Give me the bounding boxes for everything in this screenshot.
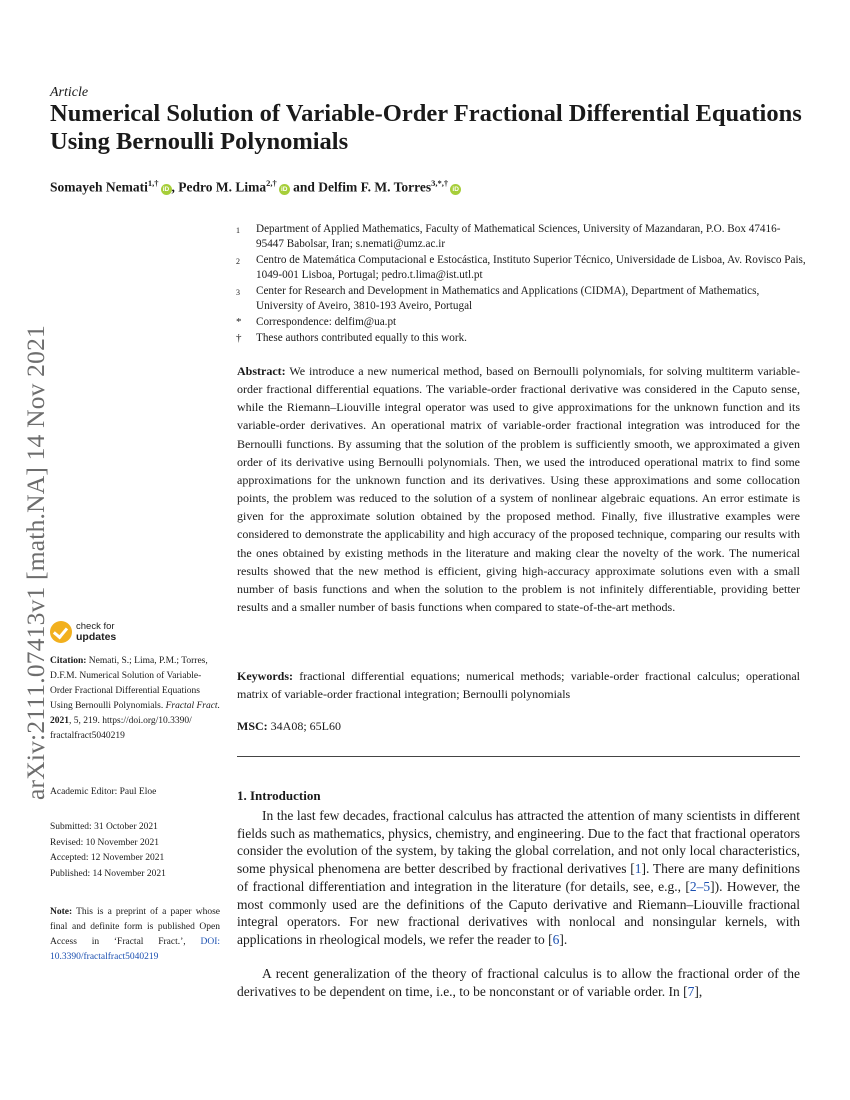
citation-details: , 5, 219. https://doi.org/10.3390/ fractalfract5040219	[50, 716, 192, 741]
author-name: Delfim F. M. Torres	[318, 179, 432, 195]
intro-text: ].	[559, 931, 568, 947]
intro-text: A recent generalization of the theory of fractional calculus is to allow the fractional order of the derivatives to be dependent on time, i.e., to be nonconstant or of variable order. In [	[237, 966, 800, 999]
publication-dates	[50, 820, 166, 882]
keywords-label: Keywords:	[237, 669, 293, 683]
doi-link[interactable]: DOI: 10.3390/fractalfract5040219	[50, 937, 220, 962]
affiliation-text: These authors contributed equally to this work.	[256, 332, 467, 344]
intro-text: ]. There are many definitions of fractional differentiation and integration in the literature (for details, see, e.g., [	[237, 861, 800, 894]
accepted-date: Accepted: 12 November 2021	[50, 853, 165, 863]
msc-codes	[237, 719, 341, 734]
affiliation-item	[236, 284, 806, 314]
affiliation-mark: 3	[236, 288, 240, 297]
citation-text: Nemati, S.; Lima, P.M.; Torres, D.F.M. Numerical Solution of Variable-Order Fractional Differential Equations Using Bernoulli Polynomials.	[50, 656, 208, 711]
check-updates-line2: updates	[76, 631, 117, 643]
intro-text: ]). However, the most commonly used are the definitions of the Caputo derivative and Riemann–Liouville fractional integral operators. For new fractional derivatives with nonlocal and nonsingular kernels, with applications in rheological models, we refer the reader to [	[237, 878, 801, 947]
msc-label: MSC:	[237, 719, 268, 733]
abstract	[237, 362, 800, 616]
author-affiliation-mark: 2,†	[266, 178, 277, 188]
citation-label: Citation:	[50, 656, 87, 666]
affiliation-item	[236, 315, 806, 330]
orcid-icon[interactable]: iD	[279, 184, 290, 195]
citation-journal: Fractal Fract.	[165, 701, 220, 711]
published-date: Published: 14 November 2021	[50, 868, 166, 879]
affiliation-text: Correspondence: delfim@ua.pt	[256, 316, 397, 328]
affiliation-item	[236, 331, 806, 346]
affiliation-mark: *	[236, 316, 242, 328]
checkmark-icon	[50, 621, 72, 643]
check-updates-line1: check for	[76, 621, 115, 632]
intro-text: In the last few decades, fractional calculus has attracted the attention of many scientists in different fields such as mathematics, physics, chemistry, and engineering. Due to the fact that fractional operators consider the evolution of the system, by taking the global correlation, and not only local characteristics, some physical phenomena are better described by fractional derivatives [	[237, 808, 800, 877]
orcid-icon[interactable]: iD	[161, 184, 172, 195]
affiliation-text: Center for Research and Development in Mathematics and Applications (CIDMA), Department of Mathematics, University of Aveiro, 3810-193 Aveiro, Portugal	[256, 285, 760, 312]
affiliation-mark: 2	[236, 257, 240, 266]
section-divider	[237, 756, 800, 757]
submitted-date: Submitted: 31 October 2021	[50, 822, 158, 832]
check-for-updates-badge[interactable]	[50, 617, 130, 647]
author-affiliation-mark: 1,†	[147, 178, 159, 188]
affiliation-item	[236, 222, 806, 252]
note-label: Note:	[50, 907, 73, 917]
intro-paragraph	[237, 807, 800, 949]
keywords-text: fractional differential equations; numerical methods; variable-order fractional calculus; operational matrix of variable-order fractional integration; Bernoulli polynomials	[237, 669, 800, 701]
author-name: Pedro M. Lima	[178, 179, 267, 195]
affiliation-text: Centro de Matemática Computacional e Estocástica, Instituto Superior Técnico, Universidade de Lisboa, Av. Rovisco Pais, 1049-001 Lisboa, Portugal; pedro.t.lima@ist.utl.pt	[256, 254, 806, 281]
citation-year: 2021	[50, 716, 69, 726]
check-updates-text	[76, 622, 116, 642]
abstract-text: We introduce a new numerical method, based on Bernoulli polynomials, for solving multiterm variable-order fractional differential equations. The variable-order fractional derivative was considered in the Caputo sense, while the Riemann–Liouville integral operator was used to give approximations for the unknown function and its variable-order derivatives. An operational matrix of variable-order fractional integration was introduced for the Bernoulli functions. By assuming that the solution of the problem is sufficiently smooth, we approximated a given order of its derivative using Bernoulli polynomials. Then, we used the introduced operational matrix to find some approximations for the unknown function and its derivatives. Using these approximations and some collocation points, the problem was reduced to the solution of a system of nonlinear algebraic equations. An error estimate is given for the approximate solution obtained by the proposed method. Finally, five illustrative examples were considered to demonstrate the applicability and high accuracy of the proposed technique, comparing our results with the ones obtained by existing methods in the literature and making clear the novelty of the work. The numerical results showed that the new method is efficient, giving high-accuracy approximate solutions even with a small number of basis functions and when the solution to the problem is not infinitely differentiable, providing better results and a smaller number of basis functions when compared to state-of-the-art methods.	[237, 364, 800, 615]
citation-link[interactable]: 6	[552, 931, 560, 947]
author-separator: ,	[171, 179, 179, 195]
article-type: Article	[50, 85, 89, 100]
note-text: This is a preprint of a paper whose final and definite form is published Open Access in ‘Fractal Fract.’,	[50, 907, 220, 947]
affiliation-mark: 1	[236, 226, 240, 235]
preprint-note	[50, 905, 220, 965]
orcid-icon[interactable]: iD	[450, 184, 461, 195]
citation-block	[50, 654, 220, 744]
revised-date: Revised: 10 November 2021	[50, 837, 159, 848]
author-affiliation-mark: 3,*,†	[431, 178, 449, 188]
msc-text: 34A08; 65L60	[267, 719, 342, 733]
intro-text: ],	[694, 983, 703, 999]
affiliation-mark: †	[236, 332, 242, 344]
section-heading: 1. Introduction	[237, 788, 321, 803]
arxiv-stamp: arXiv:2111.07413v1 [math.NA] 14 Nov 2021	[21, 325, 50, 800]
citation-link[interactable]: 2–5	[689, 878, 711, 894]
citation-link[interactable]: 7	[687, 983, 695, 999]
author-conjunction: and	[289, 179, 319, 195]
affiliation-text: Department of Applied Mathematics, Faculty of Mathematical Sciences, University of Mazandaran, P.O. Box 47416-95447 Babolsar, Iran; s.nemati@umz.ac.ir	[256, 223, 781, 250]
academic-editor: Academic Editor: Paul Eloe	[50, 787, 157, 797]
affiliation-list	[236, 222, 806, 347]
paper-title: Numerical Solution of Variable-Order Fractional Differential Equations Using Bernoulli Polynomials	[50, 100, 802, 155]
citation-link[interactable]: 1	[634, 861, 642, 877]
intro-paragraph	[237, 965, 800, 1035]
affiliation-item	[236, 253, 806, 283]
abstract-label: Abstract:	[237, 364, 286, 378]
author-name: Somayeh Nemati	[50, 179, 148, 195]
author-list	[50, 178, 810, 196]
keywords	[237, 667, 800, 703]
